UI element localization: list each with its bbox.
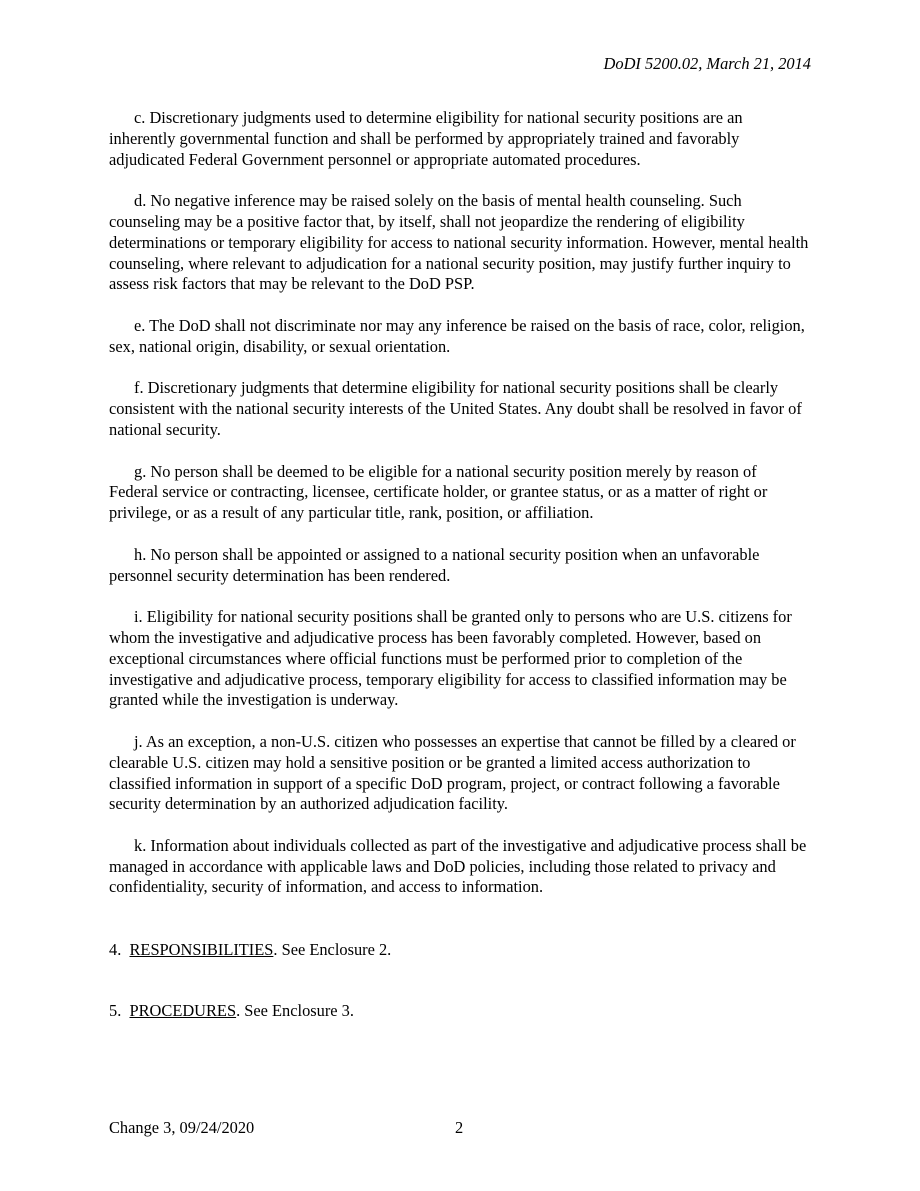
change-notice: Change 3, 09/24/2020 (109, 1118, 255, 1137)
section-number: 4. (109, 940, 122, 959)
section-procedures (109, 1001, 809, 1022)
paragraph-i: i. Eligibility for national security positions shall be granted only to persons who are U.S. citizens for whom the investigative and adjudicative process has been favorably completed. However, based on exceptional circumstances where official functions must be performed prior to completion of the investigative and adjudicative process, temporary eligibility for access to classified information may be granted while the investigation is underway. (109, 607, 792, 710)
section-title: RESPONSIBILITIES (129, 940, 274, 959)
paragraph-j: j. As an exception, a non-U.S. citizen who possesses an expertise that cannot be filled by a cleared or clearable U.S. citizen may hold a sensitive position or be granted a limited access authorization to classified information in support of a specific DoD program, project, or contract following a favorable security determination by an authorized adjudication facility. (109, 731, 796, 814)
paragraph-d: d. No negative inference may be raised solely on the basis of mental health counseling. Such counseling may be a positive factor that, by itself, shall not jeopardize the rendering of eligibility determinations or temporary eligibility for access to national security information. However, mental health counseling, where relevant to adjudication for a national security position, may justify further inquiry to assess risk factors that may be relevant to the DoD PSP. (109, 191, 809, 294)
page-number: 2 (455, 1118, 464, 1137)
paragraph-c: c. Discretionary judgments used to determine eligibility for national security positions are an inherently governmental function and shall be performed by appropriately trained and favorably adjudicated Federal Government personnel or appropriate automated procedures. (109, 108, 743, 169)
section-responsibilities (109, 940, 809, 961)
policy-paragraphs (109, 108, 809, 919)
section-text: . See Enclosure 3. (236, 1001, 354, 1020)
paragraph-e: e. The DoD shall not discriminate nor may any inference be raised on the basis of race, color, religion, sex, national origin, disability, or sexual orientation. (109, 315, 805, 356)
document-title: DoDI 5200.02, March 21, 2014 (603, 54, 811, 73)
paragraph-g: g. No person shall be deemed to be eligible for a national security position merely by reason of Federal service or contracting, licensee, certificate holder, or grantee status, or as a matter of right or privilege, or as a result of any particular title, rank, position, or affiliation. (109, 461, 768, 523)
paragraph-f: f. Discretionary judgments that determine eligibility for national security positions shall be clearly consistent with the national security interests of the United States. Any doubt shall be resolved in favor of national security. (109, 378, 802, 439)
paragraph-k: k. Information about individuals collected as part of the investigative and adjudicative process shall be managed in accordance with applicable laws and DoD policies, including those related to privacy and confidentiality, security of information, and access to information. (109, 835, 807, 897)
document-footer (109, 1118, 809, 1140)
section-number: 5. (109, 1001, 122, 1020)
section-title: PROCEDURES (129, 1001, 237, 1020)
document-header (604, 54, 811, 74)
section-text: . See Enclosure 2. (273, 940, 392, 959)
paragraph-h: h. No person shall be appointed or assigned to a national security position when an unfavorable personnel security determination has been rendered. (109, 544, 760, 585)
